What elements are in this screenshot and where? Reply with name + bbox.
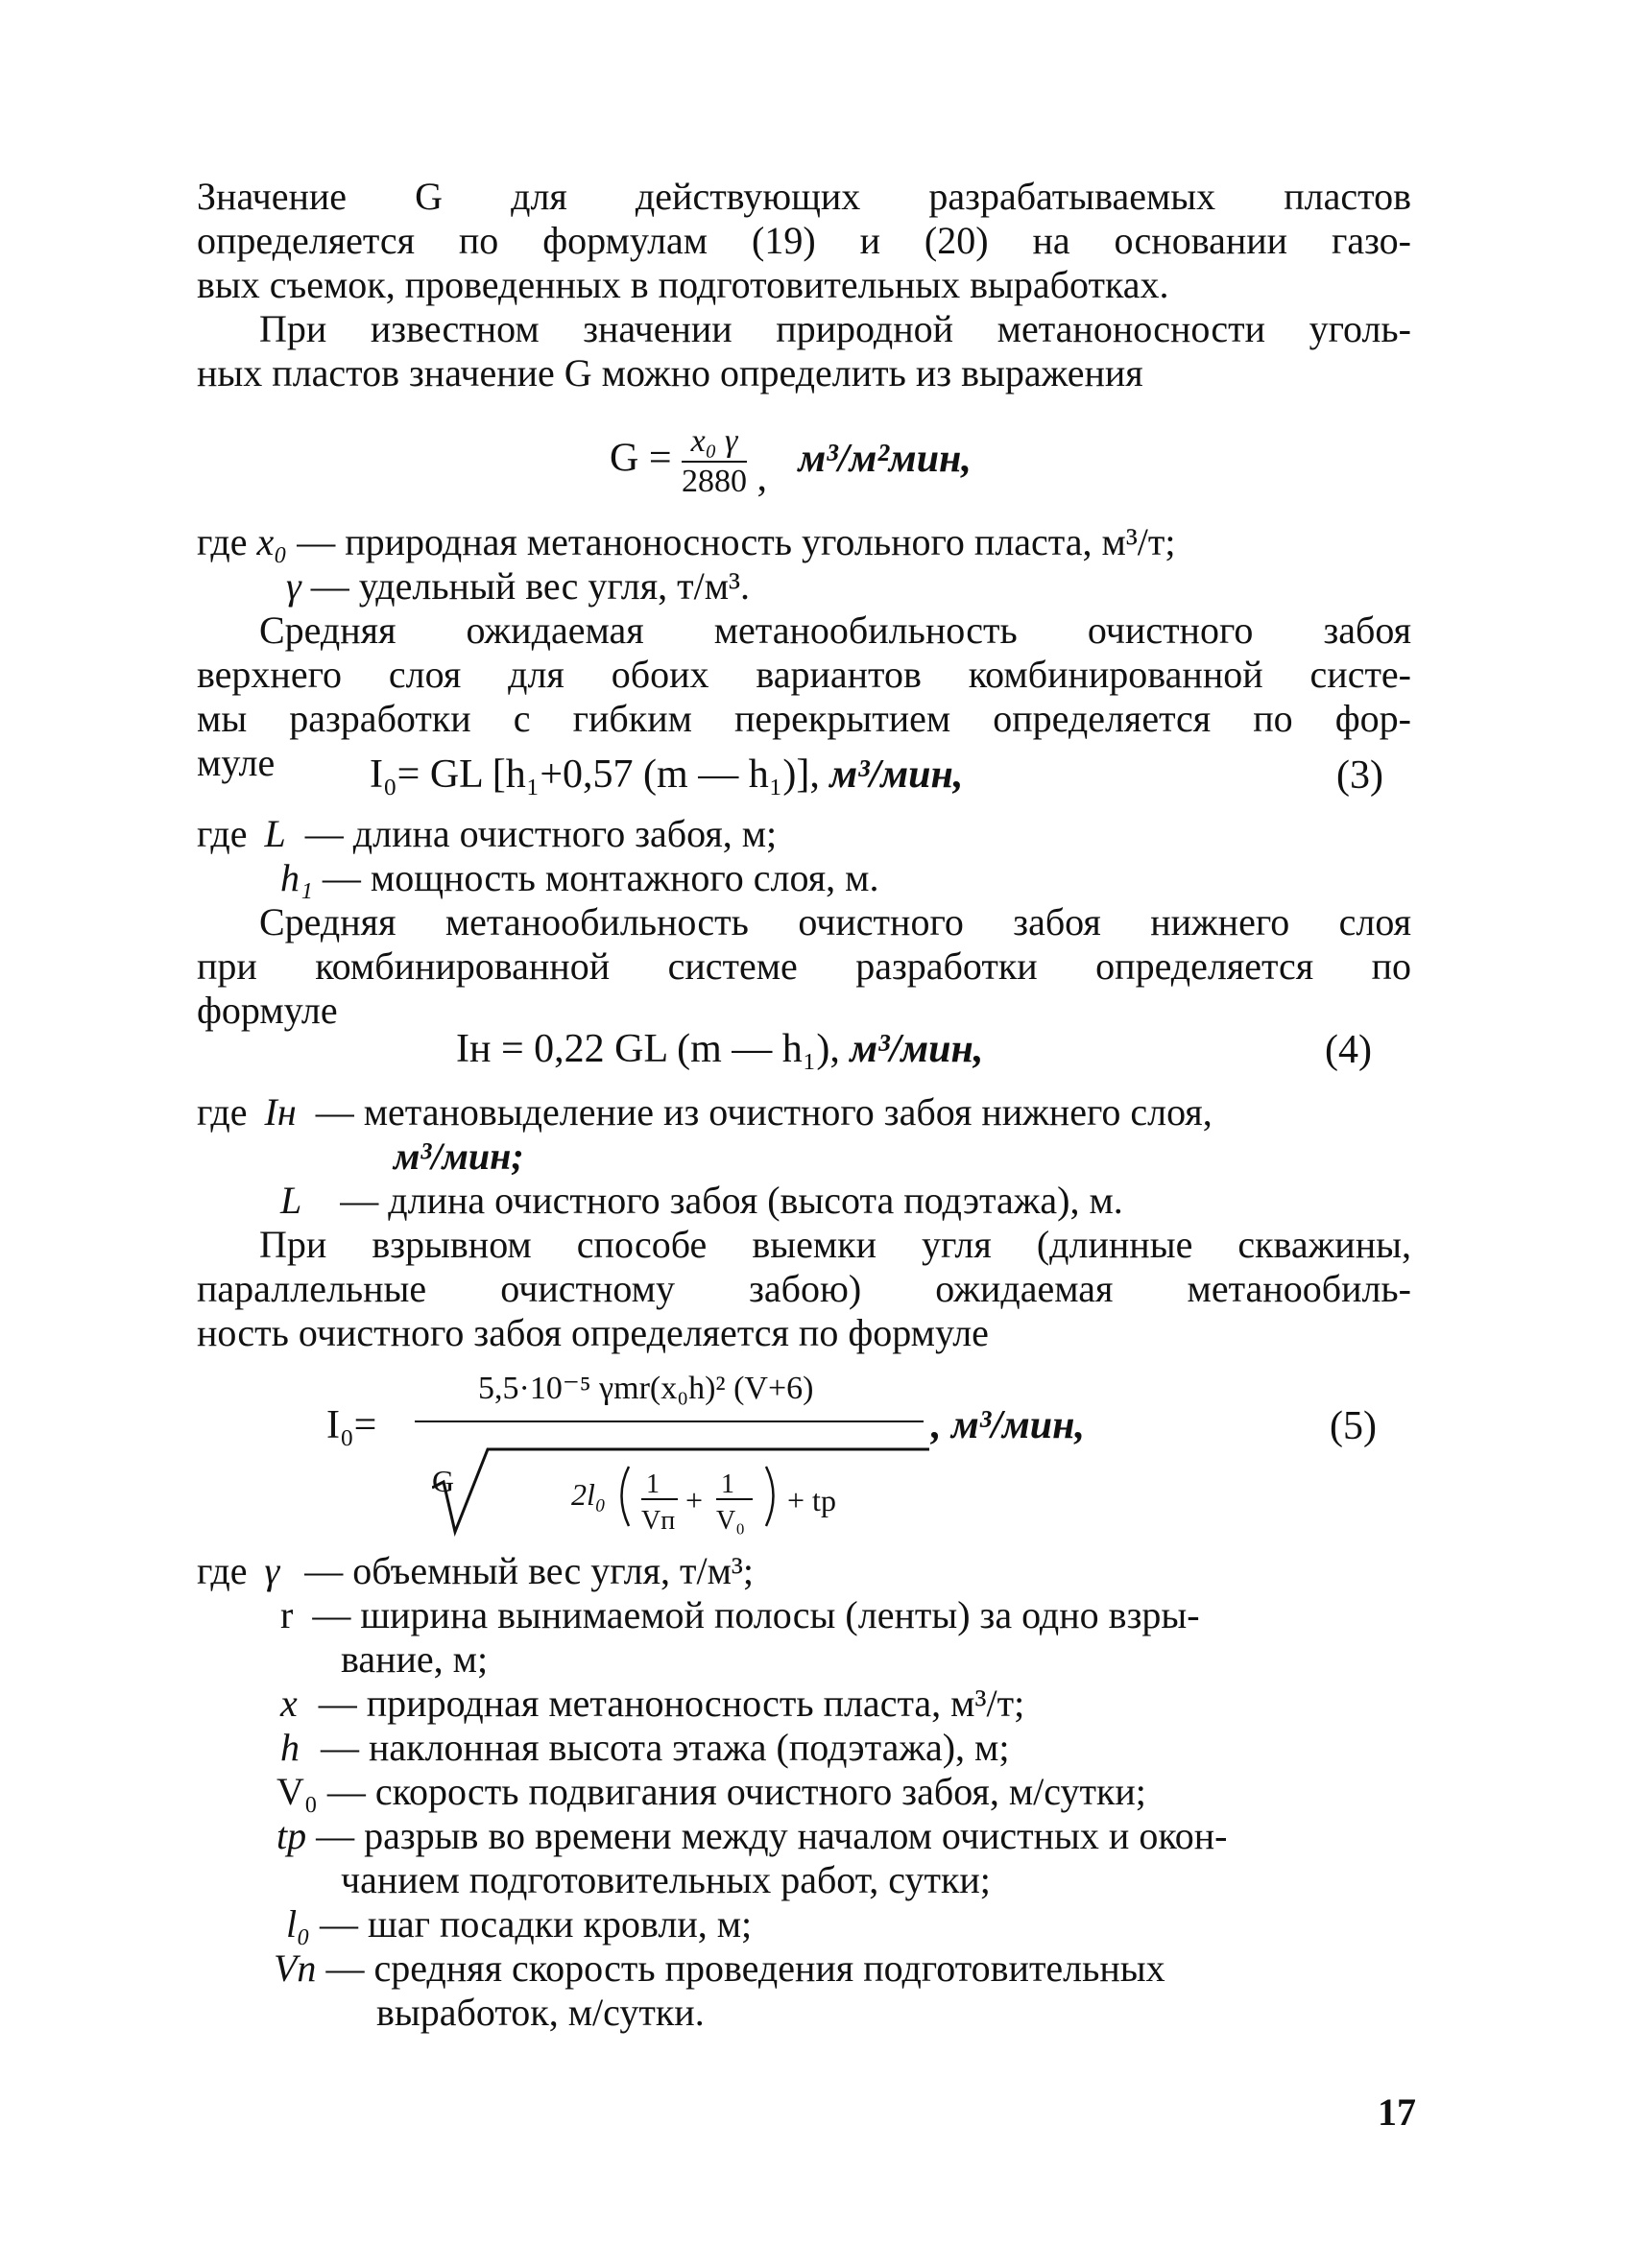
legend-3-row-1 — [197, 812, 777, 856]
legend-3-text-1: — длина очистного забоя, м; — [304, 812, 778, 855]
page-number: 17 — [1378, 2090, 1416, 2134]
paragraph-1-line-2: определяется по формулам (19) и (20) на основании газо- — [197, 219, 1411, 262]
formula-4 — [456, 1027, 983, 1071]
formula-5-den-2l0: 2l₀ — [571, 1477, 607, 1512]
formula-g-denominator: 2880 — [682, 464, 748, 499]
formula-5-fraction-bar — [415, 1420, 924, 1422]
formula-5-den-one-b: 1 — [721, 1469, 734, 1499]
legend-5-row-8: чанием подготовительных работ, сутки; — [341, 1858, 991, 1901]
legend-5-row-2 — [280, 1593, 1200, 1637]
formula-4-body: Iн = 0,22 GL (m — h₁), — [456, 1027, 840, 1071]
legend-g-row-2 — [286, 564, 750, 609]
legend-5-text-10: — средняя скорость проведения подготовительных — [325, 1946, 1165, 1990]
legend-5-symbol-r: r — [280, 1593, 294, 1636]
formula-g-fraction — [682, 422, 747, 501]
formula-4-unit: м³/мин, — [850, 1027, 984, 1071]
formula-5-den-one-a: 1 — [646, 1469, 660, 1499]
formula-5-den-v0: V₀ — [716, 1506, 745, 1536]
legend-5-text-4: — природная метаноносность пласта, м³/т; — [318, 1682, 1025, 1725]
legend-4-row-2: м³/мин; — [394, 1134, 524, 1178]
formula-g-comma: , — [756, 455, 768, 500]
paragraph-4-line-1: Средняя метанообильность очистного забоя нижнего слоя — [259, 900, 1411, 943]
paragraph-3-line-4: муле — [197, 741, 276, 784]
legend-3-row-2 — [280, 856, 878, 900]
paragraph-5-line-2: параллельные очистному забою) ожидаемая метанообиль- — [197, 1267, 1411, 1310]
legend-3-symbol-L: L — [264, 812, 286, 855]
equation-number-4: (4) — [1325, 1028, 1372, 1072]
legend-g-text-1: — природная метаноносность угольного пласта, м³/т; — [297, 520, 1176, 563]
legend-5-symbol-x: x — [280, 1682, 298, 1725]
paragraph-5-line-1: При взрывном способе выемки угля (длинные скважины, — [259, 1223, 1411, 1266]
formula-3-body: I₀= GL [h₁+0,57 (m — h₁)], — [370, 752, 820, 797]
legend-5-text-2: — ширина вынимаемой полосы (ленты) за одно взры- — [312, 1593, 1200, 1636]
legend-5-text-1: — объемный вес угля, т/м³; — [304, 1549, 754, 1592]
formula-3-unit: м³/мин, — [829, 752, 964, 797]
legend-g-text-2: — удельный вес угля, т/м³. — [310, 564, 751, 608]
legend-5-text-6: — скорость подвигания очистного забоя, м/сутки; — [326, 1770, 1146, 1813]
legend-4-text-1: — метановыделение из очистного забоя нижнего слоя, — [315, 1090, 1213, 1134]
legend-3-text-2: — мощность монтажного слоя, м. — [322, 856, 879, 899]
legend-5-row-3: вание, м; — [341, 1637, 489, 1681]
formula-3 — [370, 752, 963, 797]
paragraph-4-line-2: при комбинированной системе разработки определяется по — [197, 944, 1411, 988]
paragraph-3-line-1: Средняя ожидаемая метанообильность очистного забоя — [259, 609, 1411, 652]
legend-5-row-11: выработок, м/сутки. — [376, 1991, 705, 2034]
formula-5-radical — [432, 1428, 931, 1543]
legend-g-row-1 — [197, 520, 1176, 564]
formula-g-unit: м³/м²мин, — [798, 436, 972, 481]
formula-5-den-plus: + — [685, 1483, 704, 1517]
legend-5-symbol-l0: l₀ — [286, 1902, 311, 1946]
legend-5-text-7: — разрыв во времени между началом очистных и окон- — [316, 1814, 1228, 1857]
legend-4-prefix: где — [197, 1090, 248, 1134]
legend-g-symbol-gamma: γ — [286, 564, 301, 608]
paragraph-2-line-1: При известном значении природной метаноносности уголь- — [259, 307, 1411, 350]
legend-5-text-5: — наклонная высота этажа (подэтажа), м; — [321, 1726, 1010, 1769]
legend-g-prefix: где — [197, 520, 248, 563]
paragraph-2-line-2: ных пластов значение G можно определить из выражения — [197, 351, 1143, 394]
legend-5-symbol-gamma: γ — [264, 1549, 280, 1592]
legend-4-symbol-In: Iн — [264, 1090, 297, 1134]
legend-5-text-9: — шаг посадки кровли, м; — [320, 1902, 753, 1946]
legend-4-text-3: — длина очистного забоя (высота подэтажа), м. — [340, 1179, 1123, 1222]
legend-3-prefix: где — [197, 812, 248, 855]
formula-5-den-vp: Vп — [641, 1506, 676, 1536]
legend-5-symbol-vp: Vп — [274, 1946, 317, 1990]
legend-4-row-1 — [197, 1090, 1213, 1134]
legend-5-row-9 — [286, 1902, 752, 1946]
formula-5-den-g: G — [432, 1464, 455, 1498]
formula-g — [610, 422, 972, 501]
legend-5-symbol-v0: V₀ — [276, 1770, 318, 1813]
formula-5-lhs: I₀= — [326, 1403, 377, 1447]
legend-g-symbol-x0: x₀ — [256, 520, 288, 563]
equation-number-5: (5) — [1330, 1404, 1377, 1448]
legend-4-row-3 — [280, 1179, 1123, 1223]
legend-5-row-7 — [276, 1814, 1227, 1858]
legend-5-row-4 — [280, 1682, 1024, 1726]
legend-5-row-6 — [276, 1770, 1146, 1814]
paragraph-1-line-3: вых съемок, проведенных в подготовительных выработках. — [197, 263, 1169, 306]
legend-5-row-5 — [280, 1726, 1009, 1770]
paragraph-1-line-1: Значение G для действующих разрабатываемых пластов — [197, 175, 1411, 218]
formula-5-den-tp: + tр — [787, 1483, 836, 1517]
legend-5-symbol-h: h — [280, 1726, 300, 1769]
formula-g-numerator: x₀ γ — [682, 422, 747, 463]
paragraph-5-line-3: ность очистного забоя определяется по формуле — [197, 1311, 989, 1354]
formula-5 — [326, 1363, 1421, 1545]
formula-5-unit: , м³/мин, — [931, 1403, 1085, 1447]
legend-5-row-10 — [274, 1946, 1165, 1991]
formula-5-numerator: 5,5·10⁻⁵ γmr(x₀h)² (V+6) — [478, 1371, 814, 1406]
legend-4-symbol-L: L — [280, 1179, 302, 1222]
legend-5-symbol-tp: tр — [276, 1814, 307, 1857]
paragraph-4-line-3: формуле — [197, 989, 338, 1032]
formula-g-lhs: G = — [610, 436, 672, 481]
legend-5-row-1 — [197, 1549, 754, 1593]
legend-5-prefix: где — [197, 1549, 248, 1592]
legend-3-symbol-h1: h₁ — [280, 856, 313, 899]
paragraph-3-line-2: верхнего слоя для обоих вариантов комбинированной систе- — [197, 653, 1411, 696]
paragraph-3-line-3: мы разработки с гибким перекрытием определяется по фор- — [197, 697, 1411, 740]
equation-number-3: (3) — [1336, 753, 1383, 798]
